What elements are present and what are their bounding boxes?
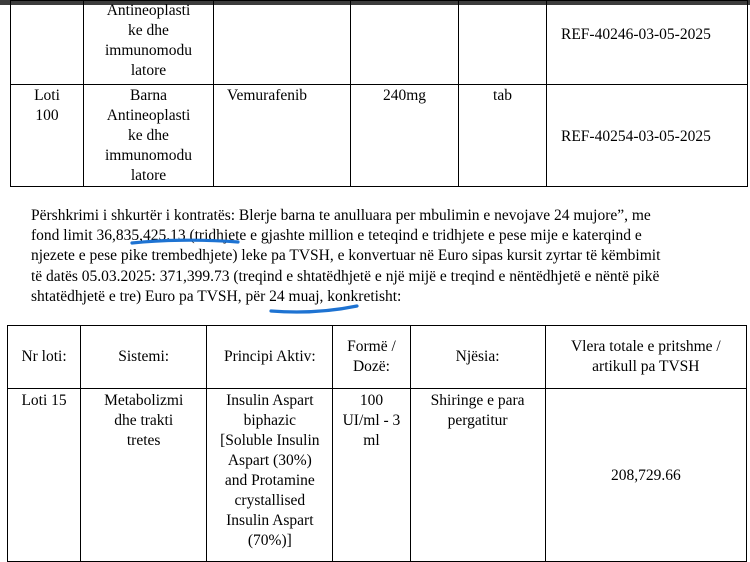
reference-number: REF-40246-03-05-2025	[561, 26, 711, 43]
unit-value: tab	[493, 87, 512, 104]
form-line: UI/ml - 3	[342, 412, 401, 429]
header-label: Njësia:	[455, 348, 500, 365]
table-row	[8, 389, 747, 562]
unit-cell	[410, 389, 545, 562]
header-system	[81, 326, 207, 389]
active-line: [Soluble Insulin	[220, 432, 320, 449]
active-line: and Protamine	[224, 472, 315, 489]
contract-period: për 24 muaj	[245, 287, 320, 305]
dose-value: 240mg	[382, 87, 427, 104]
lot-line: Loti	[34, 87, 60, 104]
unit-line: Shiringe e para	[430, 392, 525, 409]
header-label: Nr loti:	[21, 348, 67, 365]
reference-number: REF-40254-03-05-2025	[561, 128, 711, 145]
paragraph-line: Përshkrimi i shkurtër i kontratës: Blerje barna te anulluara per mbulimin e nevojave 24 mujore”, me	[31, 207, 651, 224]
system-cell	[84, 85, 214, 187]
form-cell	[333, 389, 410, 562]
lot-line: 100	[35, 107, 59, 124]
header-unit	[410, 326, 545, 389]
active-cell	[207, 389, 333, 562]
active-ingredient: Vemurafenib	[227, 87, 308, 104]
value-cell	[545, 389, 746, 562]
active-line: biphazic	[243, 412, 297, 429]
header-line: artikull pa TVSH	[592, 358, 700, 375]
system-line: immunomodu	[105, 42, 192, 59]
lots-table-bottom	[7, 325, 747, 562]
system-line: Antineoplasti	[106, 2, 191, 19]
lot-number: Loti 15	[21, 392, 67, 409]
fund-limit-amount: 36,835,425.13	[96, 227, 186, 245]
table-row	[11, 1, 748, 85]
ref-cell	[547, 85, 748, 187]
system-line: Antineoplasti	[106, 107, 191, 124]
pen-underline-amount	[130, 237, 240, 249]
active-line: crystallised	[234, 492, 306, 509]
system-line: immunomodu	[105, 147, 192, 164]
header-form	[333, 326, 410, 389]
header-label: Sistemi:	[118, 348, 170, 365]
header-line: Dozë:	[352, 358, 390, 375]
paragraph-text: , konkretisht:	[319, 287, 402, 305]
active-line: Insulin Aspart	[226, 392, 314, 409]
system-line: tretes	[126, 432, 161, 449]
paragraph-line	[31, 287, 742, 307]
header-lot	[8, 326, 81, 389]
lots-table-top	[10, 0, 748, 187]
active-cell	[214, 1, 351, 85]
system-line: dhe trakti	[114, 412, 174, 429]
active-line: (70%)]	[247, 532, 292, 549]
header-active	[207, 326, 333, 389]
active-cell	[214, 85, 351, 187]
system-line: ke dhe	[128, 22, 169, 39]
system-line: latore	[130, 62, 167, 79]
dose-cell	[351, 85, 459, 187]
lot-cell	[8, 389, 81, 562]
system-line: ke dhe	[128, 127, 169, 144]
paragraph-line: të datës 05.03.2025: 371,399.73 (treqind e shtatëdhjetë e një mijë e treqind e nëntëdhjetë e nëntë pikë	[31, 267, 660, 285]
paragraph-text: shtatëdhjetë e tre) Euro pa TVSH,	[31, 287, 246, 305]
unit-cell	[459, 85, 547, 187]
dose-cell	[351, 1, 459, 85]
contract-description	[31, 206, 742, 307]
ref-cell	[547, 1, 748, 85]
header-line: Formë /	[347, 338, 396, 355]
system-line: Metabolizmi	[104, 392, 184, 409]
paragraph-text: (tridhjete e gjashte million e teteqind e tridhjete e pese mije e katerqind e	[185, 227, 642, 245]
system-cell	[81, 389, 207, 562]
lot-cell	[11, 1, 84, 85]
form-line: 100	[359, 392, 384, 409]
unit-line: pergatitur	[447, 412, 508, 429]
table-header-row	[8, 326, 747, 389]
paragraph-line: njezete e pese pike trembedhjete) leke pa TVSH, e konvertuar në Euro sipas kursit zyrtar të këmbimit	[31, 247, 661, 265]
form-line: ml	[363, 432, 380, 449]
pen-underline-period	[268, 303, 360, 317]
header-line: Vlera totale e pritshme /	[570, 338, 721, 355]
paragraph-text: fond limit	[31, 227, 97, 245]
table-row	[11, 85, 748, 187]
active-line: Insulin Aspart	[226, 512, 314, 529]
system-line: Barna	[129, 87, 167, 104]
active-line: Aspart (30%)	[227, 452, 312, 469]
unit-cell	[459, 1, 547, 85]
header-value	[545, 326, 746, 389]
header-label: Principi Aktiv:	[223, 348, 316, 365]
system-cell	[84, 1, 214, 85]
total-value: 208,729.66	[610, 467, 681, 484]
system-line: latore	[130, 167, 167, 184]
lot-cell	[11, 85, 84, 187]
